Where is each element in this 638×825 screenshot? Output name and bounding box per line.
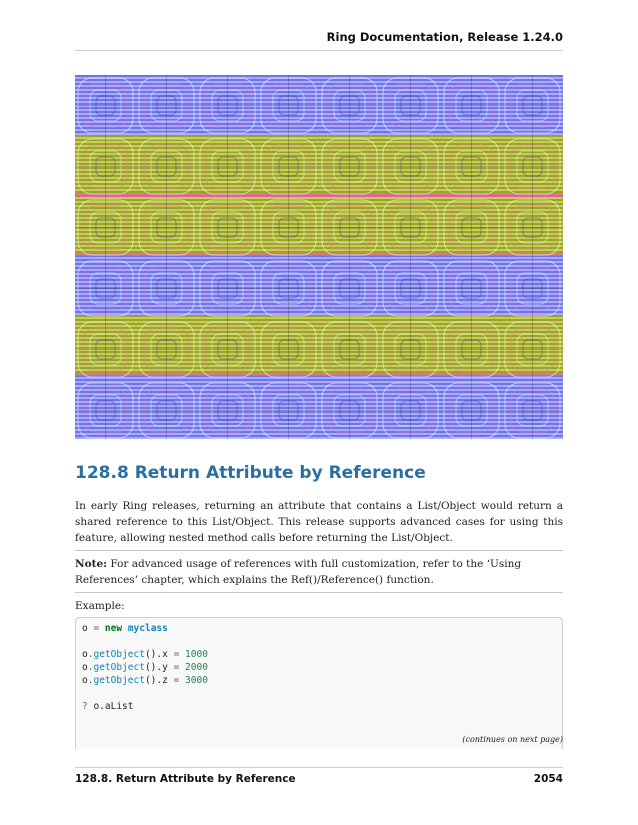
figure-image xyxy=(75,75,563,439)
code-token: = xyxy=(167,662,186,673)
code-method: getObject xyxy=(93,675,145,686)
code-method: getObject xyxy=(93,649,145,660)
code-line xyxy=(82,661,556,674)
code-token: ? xyxy=(82,701,88,712)
code-token: .x xyxy=(156,649,168,660)
note-text: For advanced usage of references with full customization, refer to the ‘Using References’ chapter, which explains the Ref()/Reference() function. xyxy=(75,558,522,586)
code-block xyxy=(75,617,563,749)
footer-section: 128.8. Return Attribute by Reference xyxy=(75,773,296,785)
page-header xyxy=(75,30,563,51)
code-token: o xyxy=(82,649,88,660)
code-keyword: new xyxy=(104,623,123,634)
code-token: () xyxy=(144,649,157,660)
code-line xyxy=(82,674,556,687)
psychedelic-pattern-icon xyxy=(75,75,563,439)
code-blank-line xyxy=(82,635,556,648)
code-token: . xyxy=(87,662,94,673)
note-box xyxy=(75,550,563,593)
example-label: Example: xyxy=(75,600,125,612)
code-token: o xyxy=(82,662,88,673)
code-token: . xyxy=(87,649,94,660)
code-token: = xyxy=(87,623,105,634)
code-token: o xyxy=(82,623,88,634)
note-label: Note: xyxy=(75,558,108,570)
code-token: .z xyxy=(156,675,168,686)
section-title: 128.8 Return Attribute by Reference xyxy=(75,463,426,483)
code-line xyxy=(82,622,556,635)
code-method: getObject xyxy=(93,662,145,673)
code-number: 3000 xyxy=(185,675,208,686)
code-token: () xyxy=(144,662,157,673)
code-class: myclass xyxy=(127,623,168,634)
section-paragraph: In early Ring releases, returning an attribute that contains a List/Object would return a shared reference to this List/Object. This release supports advanced cases for using this feature, allowing nested method calls before returning the List/Object. xyxy=(75,500,563,544)
header-title: Ring Documentation, Release 1.24.0 xyxy=(326,30,563,44)
continues-note: (continues on next page) xyxy=(462,735,563,744)
code-number: 2000 xyxy=(185,662,208,673)
code-token: = xyxy=(167,649,186,660)
code-token: = xyxy=(167,675,186,686)
code-blank-line xyxy=(82,687,556,700)
page-footer xyxy=(75,767,563,785)
code-token: () xyxy=(144,675,157,686)
code-line xyxy=(82,648,556,661)
code-line xyxy=(82,700,556,713)
code-number: 1000 xyxy=(185,649,208,660)
code-token: .y xyxy=(156,662,168,673)
code-token: . xyxy=(87,675,94,686)
page-number: 2054 xyxy=(533,773,563,785)
code-token: o xyxy=(82,675,88,686)
code-token: o.aList xyxy=(87,701,134,712)
